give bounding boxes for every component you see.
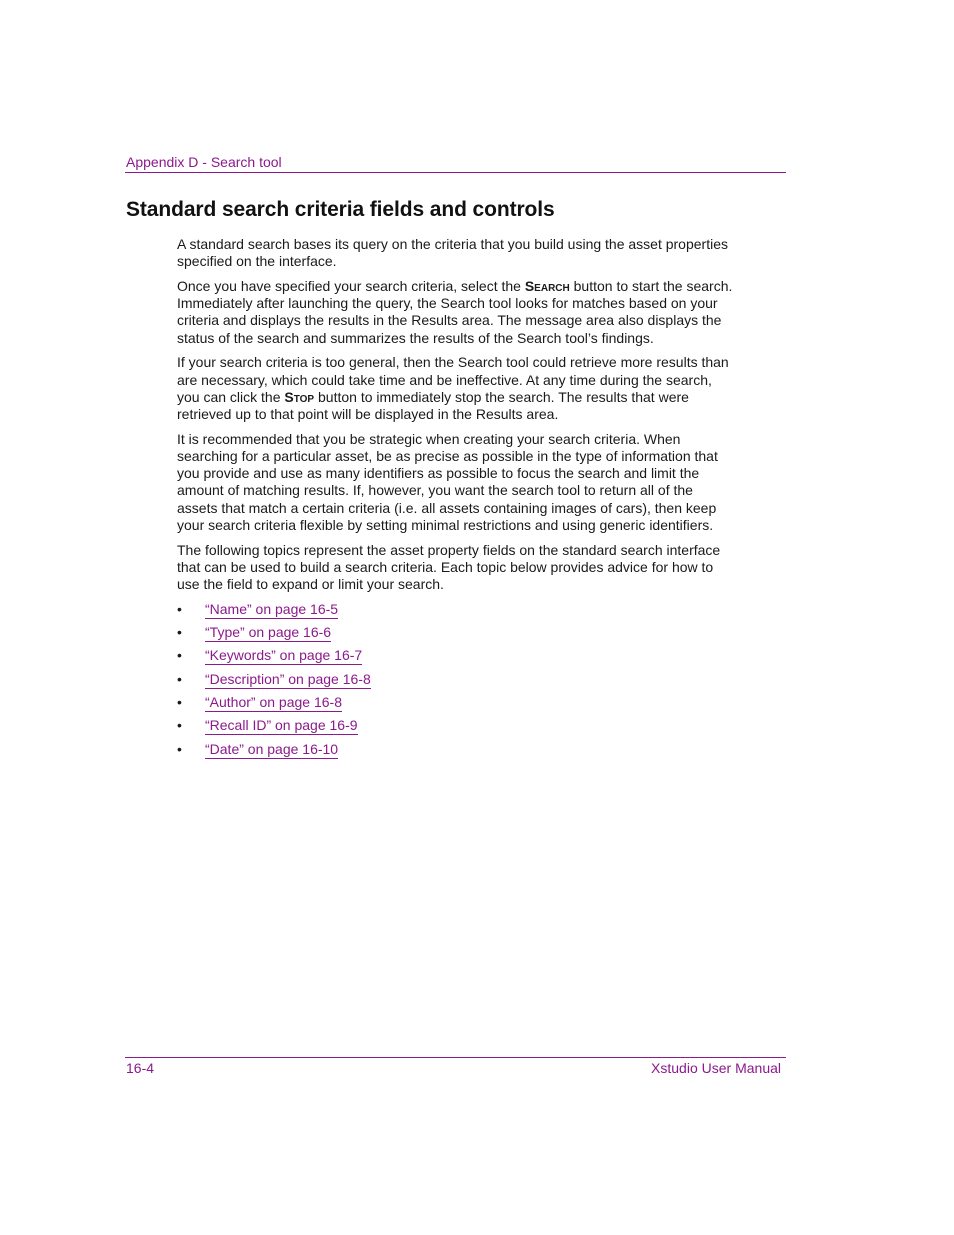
paragraph-text: If your search criteria is too general, then the Search tool could retrieve more results than are necessary, which could take time and be ineffective. At any time during the search, you can click the	[177, 354, 729, 405]
bullet: •	[177, 647, 182, 664]
bullet: •	[177, 600, 182, 617]
header-rule	[125, 172, 786, 173]
paragraph-intro: A standard search bases its query on the criteria that you build using the asset properties specified on the interface.	[177, 236, 728, 270]
topic-link-keywords[interactable]: “Keywords” on page 16-7	[205, 647, 363, 664]
topic-link-name[interactable]: “Name” on page 16-5	[205, 600, 339, 617]
body-content	[177, 236, 737, 764]
topic-link-description[interactable]: “Description” on page 16-8	[205, 670, 371, 687]
footer-rule	[125, 1057, 786, 1058]
list-item	[177, 717, 737, 740]
list-item	[177, 624, 737, 647]
paragraph-text: button to start the search. Immediately after launching the query, the Search tool looks for matches based on your criteria and displays the results in the Results area. The message area also displays the status of the search and summarizes the results of the Search tool’s findings.	[177, 278, 733, 346]
running-header: Appendix D - Search tool	[126, 154, 282, 170]
topic-link-type[interactable]: “Type” on page 16-6	[205, 624, 332, 641]
paragraph-text: button to immediately stop the search. The results that were retrieved up to that point will be displayed in the Results area.	[177, 388, 689, 423]
topic-list	[177, 601, 737, 764]
list-item	[177, 741, 737, 764]
list-item	[177, 694, 737, 717]
list-item	[177, 647, 737, 670]
topic-link-author[interactable]: “Author” on page 16-8	[205, 694, 342, 711]
topic-link-recall-id[interactable]: “Recall ID” on page 16-9	[205, 717, 358, 734]
search-button-reference: Search	[524, 278, 570, 294]
list-item	[177, 671, 737, 694]
paragraph-search	[177, 278, 737, 347]
bullet: •	[177, 740, 182, 757]
bullet: •	[177, 694, 182, 711]
manual-title: Xstudio User Manual	[651, 1060, 781, 1076]
paragraph-strategy: It is recommended that you be strategic when creating your search criteria. When searching for a particular asset, be as precise as possible in the type of information that you provide and use as many identifiers as possible to focus the search and limit the amount of matching results. If, however, you want the search tool to return all of the assets that match a certain criteria (i.e. all assets containing images of cars), then keep your search criteria flexible by setting minimal restrictions and using generic identifiers.	[177, 430, 718, 533]
bullet: •	[177, 717, 182, 734]
paragraph-text: Once you have specified your search criteria, select the	[177, 278, 525, 294]
stop-button-reference: Stop	[284, 388, 315, 405]
bullet: •	[177, 624, 182, 641]
page-number: 16-4	[126, 1060, 155, 1076]
paragraph-topics-intro: The following topics represent the asset property fields on the standard search interface that can be used to build a search criteria. Each topic below provides advice for how to use the field to expand or limit your search.	[177, 541, 721, 593]
page-title: Standard search criteria fields and controls	[126, 198, 555, 221]
list-item	[177, 601, 737, 624]
bullet: •	[177, 670, 182, 687]
topic-link-date[interactable]: “Date” on page 16-10	[205, 740, 339, 757]
paragraph-stop	[177, 354, 737, 423]
